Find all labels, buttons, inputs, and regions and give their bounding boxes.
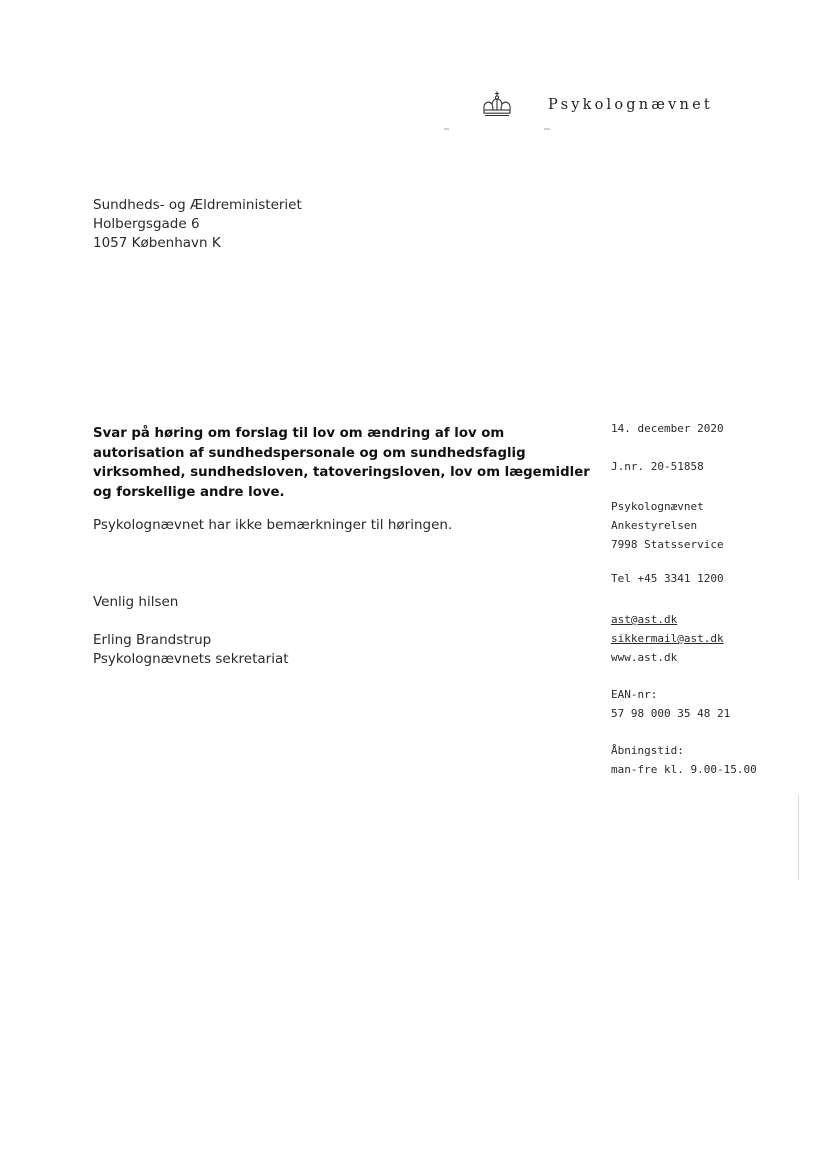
recipient-address bbox=[93, 196, 302, 253]
case-number: J.nr. 20-51858 bbox=[611, 460, 704, 473]
email-link[interactable]: ast@ast.dk bbox=[611, 613, 678, 626]
closing-greeting: Venlig hilsen bbox=[93, 594, 179, 610]
authority-name: Psykolognævnet bbox=[548, 97, 713, 113]
letter-subject: Svar på høring om forslag til lov om ændring af lov om autorisation af sundhedspersonale og om sundhedsfaglig virksomhed, sundhedsloven, tatoveringsloven, lov om lægemidler og forskellige andre love. bbox=[93, 426, 590, 500]
scan-edge-line bbox=[798, 795, 799, 880]
ean-label: EAN-nr: bbox=[611, 688, 658, 701]
contact-links bbox=[611, 610, 724, 667]
sender-agency: Ankestyrelsen bbox=[611, 519, 698, 532]
phone-number: Tel +45 3341 1200 bbox=[611, 572, 724, 585]
sender-address bbox=[611, 497, 724, 554]
signer-name: Erling Brandstrup bbox=[93, 632, 212, 648]
letter-body: Psykolognævnet har ikke bemærkninger til høringen. bbox=[93, 517, 453, 533]
letterhead bbox=[480, 88, 780, 124]
sender-postal-address: 7998 Statsservice bbox=[611, 538, 724, 551]
signature-block bbox=[93, 631, 289, 668]
website-link[interactable]: www.ast.dk bbox=[611, 651, 678, 664]
recipient-name: Sundheds- og Ældreministeriet bbox=[93, 197, 302, 213]
scan-artifact bbox=[544, 128, 550, 130]
letter-date: 14. december 2020 bbox=[611, 422, 724, 435]
scan-artifact bbox=[444, 128, 449, 130]
opening-hours-label: Åbningstid: bbox=[611, 744, 684, 757]
sender-org-name: Psykolognævnet bbox=[611, 500, 704, 513]
signer-title: Psykolognævnets sekretariat bbox=[93, 650, 289, 667]
secure-email-link[interactable]: sikkermail@ast.dk bbox=[611, 632, 724, 645]
recipient-city: 1057 København K bbox=[93, 235, 221, 251]
opening-hours-block bbox=[611, 741, 757, 779]
ean-block bbox=[611, 685, 730, 723]
recipient-street: Holbergsgade 6 bbox=[93, 216, 200, 232]
royal-crown-icon bbox=[480, 90, 514, 118]
ean-value: 57 98 000 35 48 21 bbox=[611, 707, 731, 720]
opening-hours-value: man-fre kl. 9.00-15.00 bbox=[611, 763, 757, 776]
